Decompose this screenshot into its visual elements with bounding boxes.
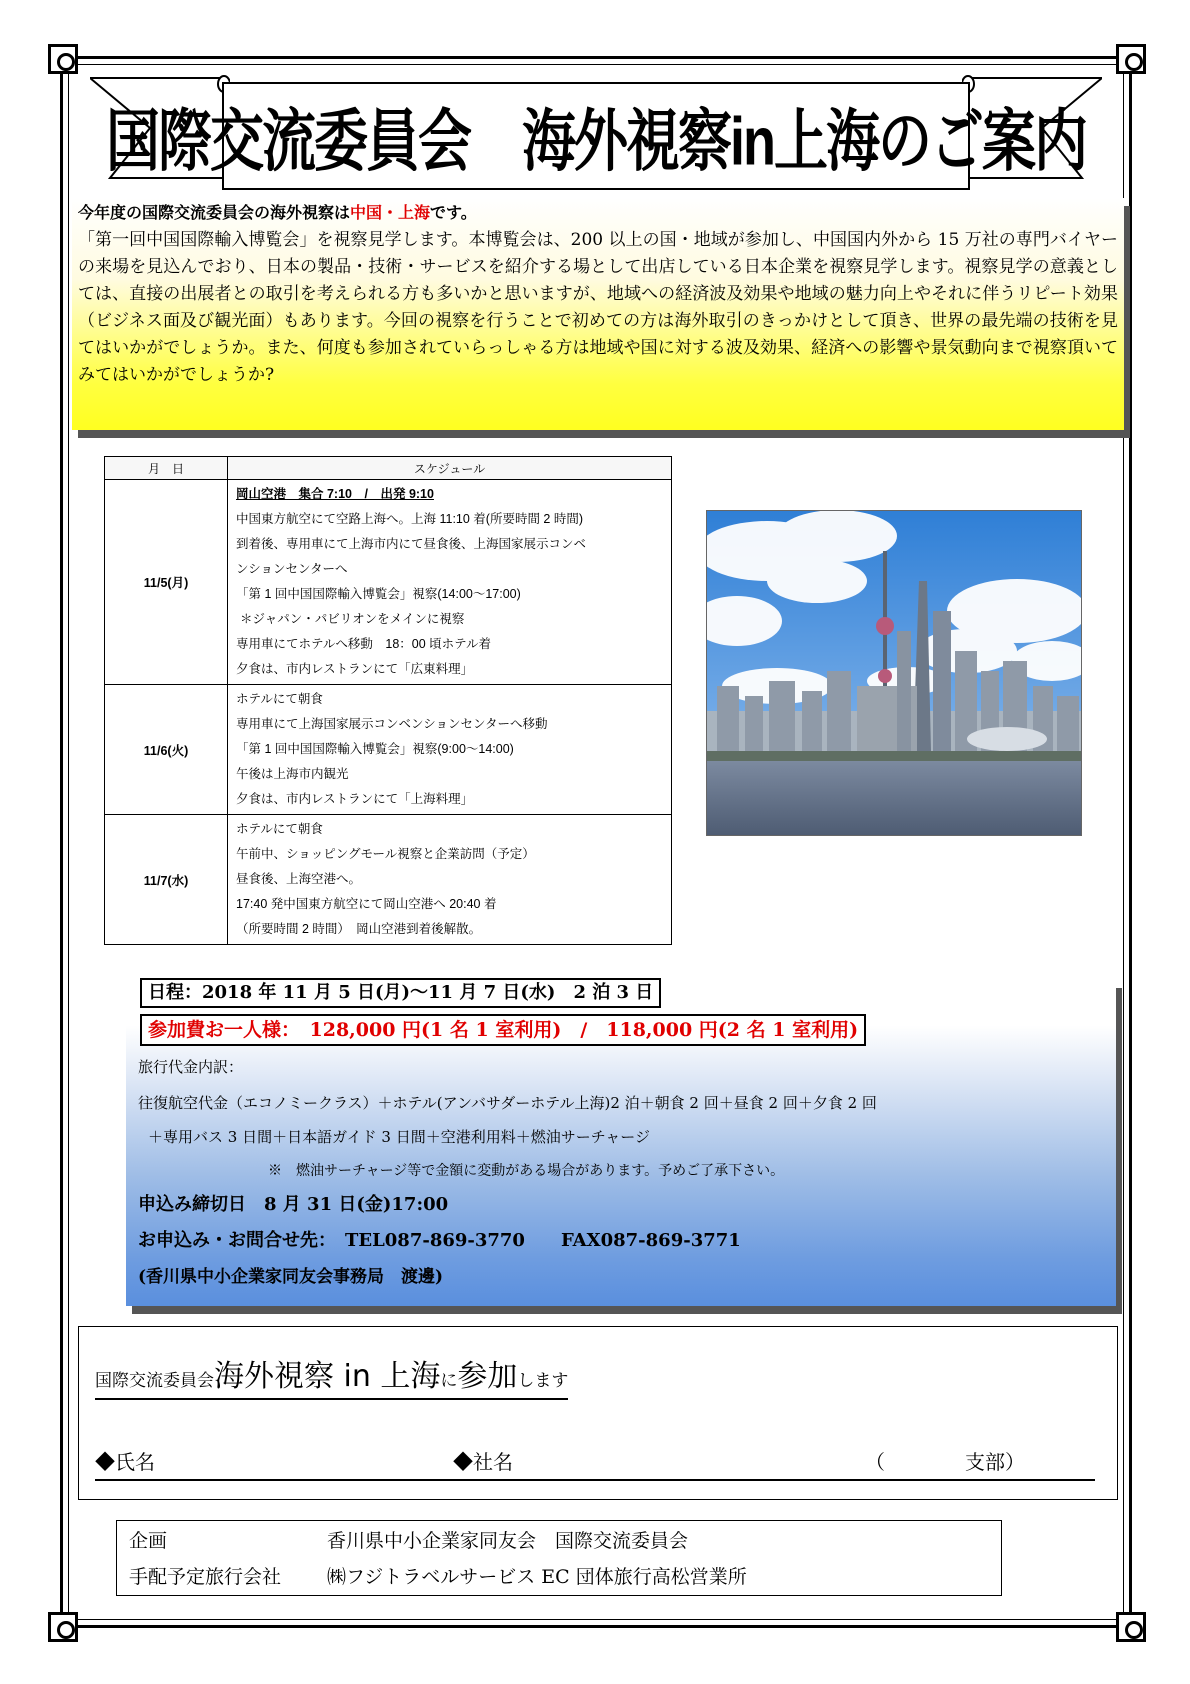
intro-destination: 中国・上海 [350,205,431,222]
list-item: ンションセンターへ [236,562,348,576]
day-items [228,480,672,685]
page-title: 国際交流委員会 海外視察in上海のご案内 [106,104,1086,180]
list-item: 専用車にて上海国家展示コンベンションセンターへ移動 [236,717,548,731]
heading-part: に [440,1371,458,1390]
heading-part: 海外視察 in 上海 [214,1359,441,1394]
breakdown-line-1: 往復航空代金（エコノミークラス）＋ホテル(アンバサダーホテル上海)2 泊＋朝食 2 回＋昼食 2 回＋夕食 2 回 [138,1094,877,1112]
name-field[interactable]: ◆氏名 [95,1452,155,1474]
breakdown-label: 旅行代金内訳： [138,1058,244,1076]
organizer-row [129,1523,689,1559]
list-item: 「第 1 回中国国際輸入博覧会」視察(14:00～17:00) [236,587,521,601]
list-item: ホテルにて朝食 [236,822,323,836]
intro-lead-suffix: です。 [430,205,477,222]
schedule-table [104,456,672,945]
list-item: 夕食は、市内レストランにて「上海料理」 [236,792,474,806]
intro-lead [78,200,1118,227]
plan-label: 企画 [129,1530,168,1552]
list-item: 岡山空港 集合 7:10 / 出発 9:10 [236,487,434,501]
corner-ornament-icon [48,44,78,74]
day-date: 11/6(火) [105,685,228,815]
intro-body: 「第一回中国国際輸入博覧会」を視察見学します。本博覧会は、200 以上の国・地域が参加し、中国国内外から 15 万社の専門バイヤーの来場を見込んでおり、日本の製品・技術・サービスを紹介する場として出店している日本企業を視察見学します。視察見学の意義としては、直接の出展者との取引を考えられる方も多いかと思いますが、地域への経済波及効果や地域の魅力向上やそれに伴うリピート効果（ビジネス面及び観光面）もあります。今回の視察を行うことで初めての方は海外取引のきっかけとして頂き、世界の最先端の技術を見てはいかがでしょうか。また、何度も参加されていらっしゃる方は地域や国に対する波及効果、経済への影響や景気動向まで視察頂いてみてはいかがでしょうか? [78,230,1118,385]
list-item: 専用車にてホテルへ移動 18：00 頃ホテル着 [236,637,492,651]
date-column-header: 月 日 [105,457,228,480]
trip-dates: 日程：2018 年 11 月 5 日(月)～11 月 7 日(水) 2 泊 3 日 [140,978,661,1008]
plan-value: 香川県中小企業家同友会 国際交流委員会 [327,1530,689,1552]
organizer-box [116,1520,1002,1596]
list-item: 「第 1 回中国国際輸入博覧会」視察(9:00～14:00) [236,742,514,756]
list-item: 午前中、ショッピングモール視察と企業訪問（予定） [236,847,535,861]
table-header-row [105,457,672,480]
list-item: （所要時間 2 時間） 岡山空港到着後解散。 [236,922,482,936]
day-date: 11/5(月) [105,480,228,685]
shanghai-skyline-photo [706,510,1082,836]
day-items [228,815,672,945]
heading-part: 国際交流委員会 [95,1371,214,1390]
breakdown-line-2: ＋専用バス 3 日間＋日本語ガイド 3 日間＋空港利用料＋燃油サーチャージ [148,1128,650,1146]
application-form [78,1326,1118,1500]
contact-info: お申込み・お問合せ先： TEL087-869-3770 FAX087-869-3771 [138,1230,741,1251]
list-item: 昼食後、上海空港へ。 [236,872,362,886]
company-field[interactable]: ◆社名 [453,1452,513,1474]
agency-value: ㈱フジトラベルサービス EC 団体旅行高松営業所 [327,1566,747,1588]
day-items [228,685,672,815]
list-item: 夕食は、市内レストランにて「広東料理」 [236,662,474,676]
agency-row [129,1559,747,1595]
list-item: 中国東方航空にて空路上海へ。上海 11:10 着(所要時間 2 時間) [236,512,584,526]
list-item: 午後は上海市内観光 [236,767,349,781]
branch-field[interactable]: 支部） [965,1452,1025,1474]
participation-fee: 参加費お一人様： 128,000 円(1 名 1 室利用) / 118,000 円(2 名 1 室利用) [140,1014,866,1046]
application-heading [95,1351,568,1400]
list-item: 17:40 発中国東方航空にて岡山空港へ 20:40 着 [236,897,497,911]
corner-ornament-icon [1116,1612,1146,1642]
surcharge-note: ※ 燃油サーチャージ等で金額に変動がある場合があります。予めご了承下さい。 [268,1163,785,1179]
title-banner [106,82,1086,190]
details-box [126,980,1116,1306]
list-item: 到着後、専用車にて上海市内にて昼食後、上海国家展示コンベ [236,537,587,551]
intro-box [72,198,1124,430]
heading-part: します [517,1371,569,1390]
corner-ornament-icon [48,1612,78,1642]
contact-office: (香川県中小企業家同友会事務局 渡邊) [138,1267,444,1287]
table-row [105,815,672,945]
agency-label: 手配予定旅行会社 [129,1566,282,1588]
table-row [105,685,672,815]
application-deadline: 申込み締切日 8 月 31 日(金)17:00 [138,1194,449,1215]
day-date: 11/7(水) [105,815,228,945]
heading-part: 参加 [457,1359,518,1394]
application-fields [95,1445,1095,1481]
branch-open-paren: （ [865,1452,885,1474]
corner-ornament-icon [1116,44,1146,74]
list-item: ホテルにて朝食 [236,692,323,706]
schedule-column-header: スケジュール [228,457,672,480]
list-item: ＊ジャパン・パビリオンをメインに視察 [240,612,465,626]
table-row [105,480,672,685]
intro-lead-prefix: 今年度の国際交流委員会の海外視察は [78,205,351,222]
